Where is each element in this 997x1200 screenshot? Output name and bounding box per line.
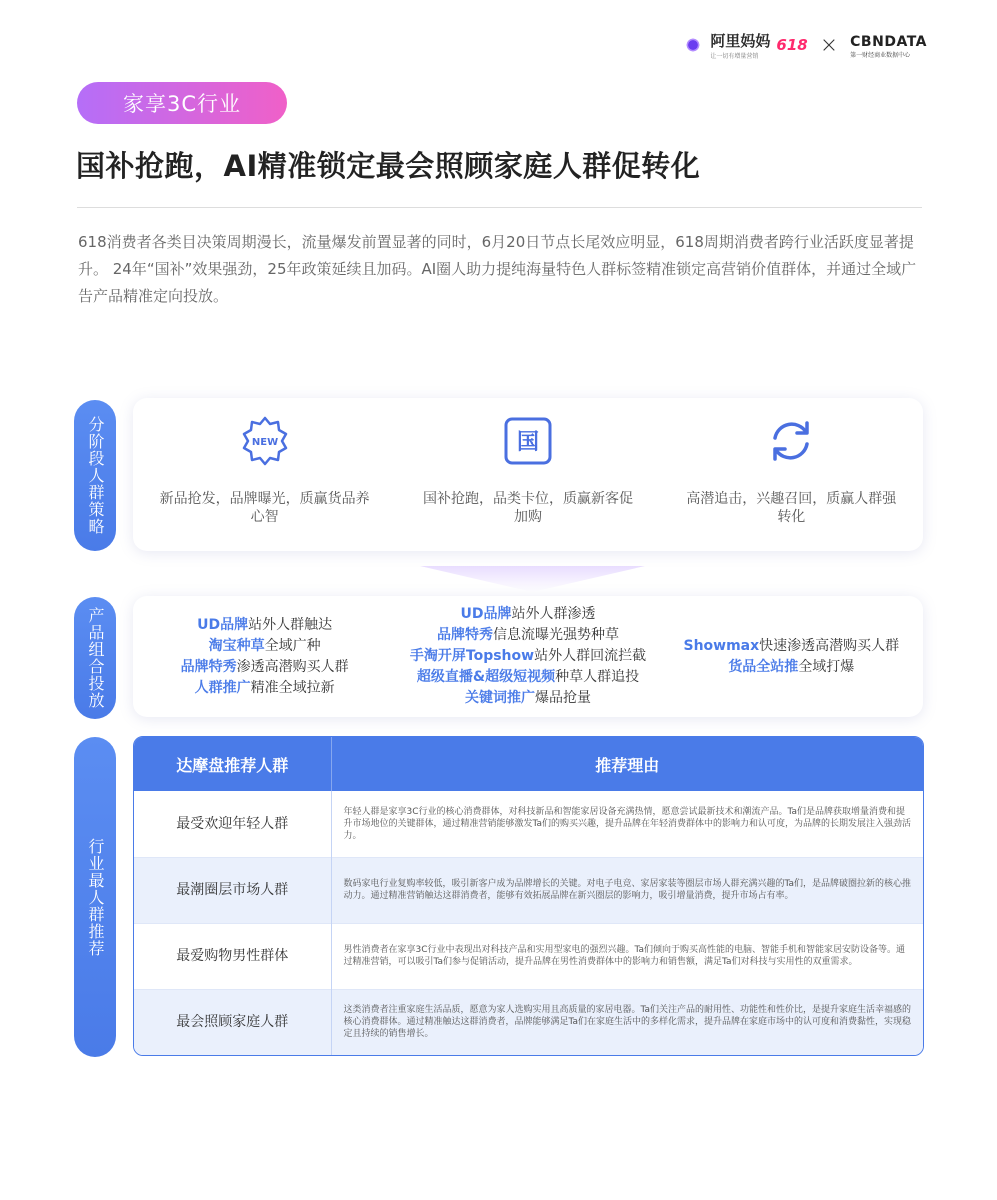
table-row xyxy=(134,989,923,1055)
product-line xyxy=(396,625,659,646)
new-badge-icon xyxy=(238,414,292,468)
table-row xyxy=(134,857,923,923)
svg-text:国: 国 xyxy=(516,430,539,455)
audience-reason: 年轻人群是家享3C行业的核心消费群体，对科技新品和智能家居设备充满热情，愿意尝试最新技术和潮流产品。Ta们是品牌获取增量消费和提升市场地位的关键群体，通过精准营销能够激发Ta们的购买兴趣，提升品牌在年轻消费群体中的影响力和认可度，为品牌的长期发展注入强劲活力。 xyxy=(343,806,912,841)
product-col xyxy=(133,615,396,699)
product-highlight: 超级直播&超级短视频 xyxy=(416,669,556,685)
product-desc: 全域广种 xyxy=(264,637,321,654)
industry-tag: 家享3C行业 xyxy=(77,82,287,124)
product-col xyxy=(660,636,923,678)
product-highlight: 品牌特秀 xyxy=(436,627,493,643)
product-desc: 站外人群渗透 xyxy=(511,606,596,622)
product-desc: 爆品抢量 xyxy=(534,690,591,706)
product-desc: 渗透高潜购买人群 xyxy=(236,658,349,675)
product-desc: 信息流曝光强势种草 xyxy=(492,627,619,643)
product-highlight: Showmax xyxy=(683,637,760,654)
product-col xyxy=(396,604,659,709)
alimama-slogan: 让一切有增量营销 xyxy=(710,53,759,60)
product-highlight: 货品全站推 xyxy=(728,658,799,675)
down-arrow-shape xyxy=(420,566,645,592)
product-line xyxy=(396,646,659,667)
product-desc: 站外人群回流拦截 xyxy=(534,648,647,664)
svg-text:NEW: NEW xyxy=(251,437,278,448)
audience-reason: 男性消费者在家享3C行业中表现出对科技产品和实用型家电的强烈兴趣。Ta们倾向于购买高性能的电脑、智能手机和智能家居安防设备等。通过精准营销，可以吸引Ta们参与促销活动，提升品牌在男性消费群体中的影响力和销售额，满足Ta们对科技与实用性的双重需求。 xyxy=(331,923,923,989)
product-highlight: 淘宝种草 xyxy=(208,637,265,654)
product-line xyxy=(396,667,659,688)
stage-item xyxy=(396,398,659,551)
stage-text: 新品抢发，品牌曝光，质赢货品养心智 xyxy=(159,491,370,525)
divider xyxy=(77,207,922,208)
product-line xyxy=(133,657,396,678)
product-highlight: 关键词推广 xyxy=(464,690,535,706)
product-combo-label-text: 产品组合投放 xyxy=(86,607,105,709)
product-combo-label xyxy=(74,597,116,719)
product-highlight: UD品牌 xyxy=(460,606,512,622)
stage-strategy-card xyxy=(133,398,923,551)
stage-item xyxy=(660,398,923,551)
intro-paragraph: 618消费者各类目决策周期漫长，流量爆发前置显著的同时，6月20日节点长尾效应明显，618周期消费者跨行业活跃度显著提升。 24年“国补”效果强劲，25年政策延续且加码。AI圈人助力提纯海量特色人群标签精准锁定高营销价值群体，并通过全域广告产品精准定向投放。 xyxy=(78,233,917,305)
stage-strategy-label xyxy=(74,400,116,551)
product-line xyxy=(396,688,659,709)
table-header-row xyxy=(134,737,923,791)
table-row xyxy=(134,923,923,989)
product-combo-card xyxy=(133,596,923,717)
cross-sign: × xyxy=(819,32,839,58)
product-line xyxy=(660,636,923,657)
cbndata-sub: 第一财经商业数据中心 xyxy=(850,52,911,59)
audience-name: 最潮圈层市场人群 xyxy=(134,857,331,923)
product-desc: 站外人群触达 xyxy=(248,616,333,633)
product-line xyxy=(396,604,659,625)
cbndata-name: CBNDATA xyxy=(850,34,927,50)
product-highlight: 人群推广 xyxy=(194,679,251,696)
alimama-mark-icon xyxy=(682,34,704,56)
product-highlight: 手淘开屏Topshow xyxy=(409,648,535,664)
table-row xyxy=(134,791,923,857)
header-logos xyxy=(682,30,927,60)
alimama-logo xyxy=(682,30,807,60)
stage-text: 高潜追击，兴趣召回，质赢人群强转化 xyxy=(686,491,897,525)
product-line xyxy=(133,678,396,699)
industry-audience-label-text: 行业最人群推荐 xyxy=(86,837,105,957)
refresh-icon xyxy=(764,414,818,468)
product-line xyxy=(660,657,923,678)
event-618: 618 xyxy=(776,36,808,54)
product-line xyxy=(133,636,396,657)
audience-name: 最爱购物男性群体 xyxy=(134,923,331,989)
product-line xyxy=(133,615,396,636)
guo-stamp-icon xyxy=(501,414,555,468)
page-title: 国补抢跑，AI精准锁定最会照顾家庭人群促转化 xyxy=(76,149,701,183)
table-header: 推荐理由 xyxy=(331,737,923,791)
audience-reason: 这类消费者注重家庭生活品质，愿意为家人选购实用且高质量的家居电器。Ta们关注产品的耐用性、功能性和性价比，是提升家庭生活幸福感的核心消费群体。通过精准触达这群消费者，品牌能够满足Ta们在家庭生活中的多样化需求，提升品牌在家庭市场中的认可度和消费黏性，实现稳定且持续的销售增长。 xyxy=(331,989,923,1055)
stage-strategy-label-text: 分阶段人群策略 xyxy=(86,416,105,535)
cbndata-logo xyxy=(850,31,927,59)
product-highlight: UD品牌 xyxy=(197,616,249,633)
table-header: 达摩盘推荐人群 xyxy=(134,737,331,791)
audience-name: 最受欢迎年轻人群 xyxy=(134,791,331,857)
product-highlight: 品牌特秀 xyxy=(180,658,237,675)
audience-name: 最会照顾家庭人群 xyxy=(134,989,331,1055)
audience-reason: 数码家电行业复购率较低，吸引新客户成为品牌增长的关键。对电子电竞、家居家装等圈层市场人群充满兴趣的Ta们，是品牌破圈拉新的核心推动力。通过精准营销触达这群消费者，能够有效拓展品牌在新兴圈层的影响力，吸引增量消费，提升市场占有率。 xyxy=(331,857,923,923)
product-desc: 种草人群追投 xyxy=(555,669,640,685)
stage-text: 国补抢跑，品类卡位，质赢新客促加购 xyxy=(422,491,633,525)
alimama-name: 阿里妈妈 xyxy=(710,32,771,50)
audience-table xyxy=(133,736,924,1056)
stage-item xyxy=(133,398,396,551)
product-desc: 快速渗透高潜购买人群 xyxy=(759,637,900,654)
product-desc: 全域打爆 xyxy=(798,658,855,675)
industry-audience-label xyxy=(74,737,116,1057)
product-desc: 精准全域拉新 xyxy=(250,679,335,696)
